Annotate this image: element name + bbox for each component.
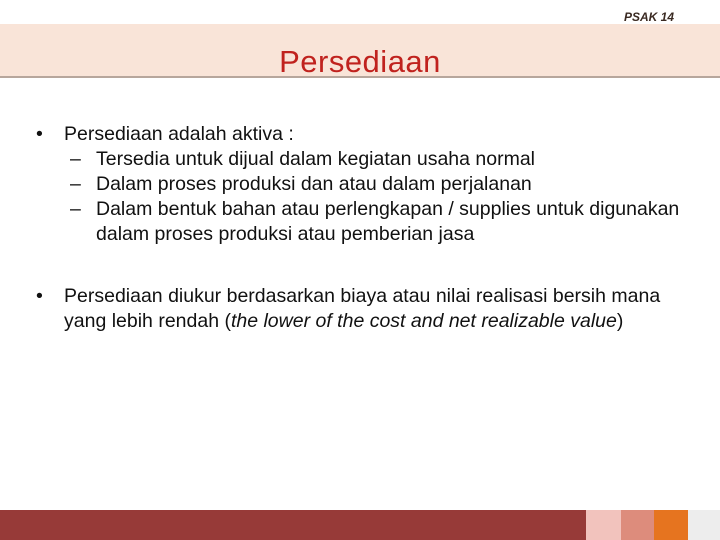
- slide-content: [36, 122, 696, 334]
- footer-color-block: [654, 510, 688, 540]
- footer-color-block: [621, 510, 654, 540]
- sub-bullet-text: Dalam proses produksi dan atau dalam perjalanan: [96, 173, 532, 195]
- bullet-item: [36, 284, 696, 334]
- footer-main-block: [0, 510, 586, 540]
- sub-bullet-item: [36, 197, 696, 247]
- footer-color-block: [688, 510, 720, 540]
- sub-bullet-item: [36, 147, 696, 172]
- footer-bar: [0, 510, 720, 540]
- bullet-icon: •: [36, 285, 43, 307]
- sub-bullet-item: [36, 172, 696, 197]
- dash-icon: –: [70, 173, 81, 195]
- top-strip: [0, 0, 720, 24]
- sub-bullet-text: Dalam bentuk bahan atau perlengkapan / supplies untuk digunakan dalam proses produksi atau pemberian jasa: [96, 198, 680, 245]
- footer-color-block: [586, 510, 621, 540]
- spacer: [36, 247, 696, 284]
- bullet-text: Persediaan adalah aktiva :: [64, 123, 294, 145]
- bullet-text-part: ): [616, 310, 624, 332]
- bullet-text-part: Persediaan diukur berdasarkan biaya atau nilai realisasi bersih mana yang lebih rendah (: [64, 285, 661, 332]
- slide-title: Persediaan: [279, 44, 441, 79]
- sub-bullet-text: Tersedia untuk dijual dalam kegiatan usaha normal: [96, 148, 536, 170]
- dash-icon: –: [70, 148, 81, 170]
- bullet-icon: •: [36, 123, 43, 145]
- standard-tag: PSAK 14: [623, 10, 674, 24]
- bullet-item: [36, 122, 696, 147]
- dash-icon: –: [70, 198, 81, 220]
- bullet-text-italic: the lower of the cost and net realizable value: [230, 310, 617, 332]
